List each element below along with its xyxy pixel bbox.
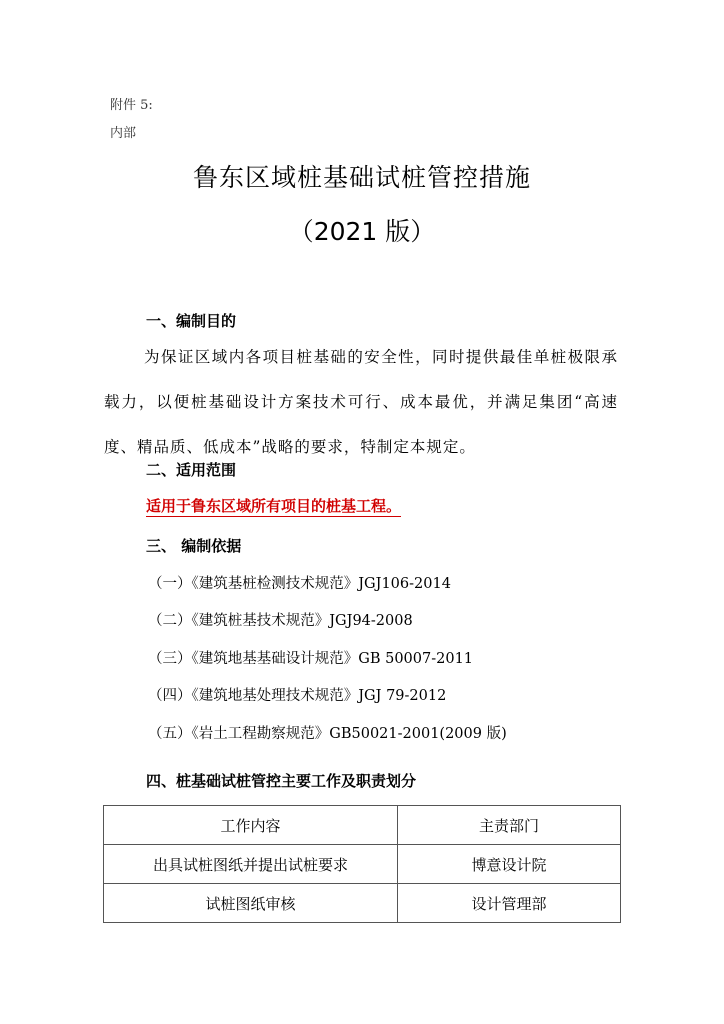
basis-item-5: （五）《岩土工程勘察规范》GB50021-2001(2009 版) bbox=[148, 726, 507, 742]
section-4-heading: 四、桩基础试桩管控主要工作及职责划分 bbox=[146, 772, 417, 790]
section-1-heading: 一、编制目的 bbox=[146, 312, 237, 330]
table-cell: 试桩图纸审核 bbox=[104, 884, 398, 923]
attachment-label: 附件 5: bbox=[110, 98, 153, 113]
document-title: 鲁东区域桩基础试桩管控措施 bbox=[192, 163, 531, 192]
responsibility-table bbox=[103, 805, 621, 923]
scope-text: 适用于鲁东区域所有项目的桩基工程。 bbox=[146, 497, 402, 515]
classification-label: 内部 bbox=[110, 126, 137, 141]
table-header-cell: 主责部门 bbox=[398, 806, 621, 845]
document-subtitle: （2021 版） bbox=[288, 217, 436, 246]
scope-statement bbox=[146, 495, 401, 516]
section-3-heading: 三、 编制依据 bbox=[146, 537, 242, 555]
section-1-paragraph: 为保证区域内各项目桩基础的安全性，同时提供最佳单桩极限承载力，以便桩基础设计方案技术可行、成本最优，并满足集团“高速度、精品质、低成本”战略的要求，特制定本规定。 bbox=[104, 348, 618, 456]
basis-item-2: （二）《建筑桩基技术规范》JGJ94-2008 bbox=[148, 613, 413, 629]
table-cell: 出具试桩图纸并提出试桩要求 bbox=[104, 845, 398, 884]
basis-item-1: （一）《建筑基桩检测技术规范》JGJ106-2014 bbox=[148, 576, 451, 592]
table-row bbox=[104, 845, 621, 884]
table-cell: 博意设计院 bbox=[398, 845, 621, 884]
table-cell: 设计管理部 bbox=[398, 884, 621, 923]
table-row bbox=[104, 884, 621, 923]
section-2-heading: 二、适用范围 bbox=[146, 461, 237, 479]
table-header-cell: 工作内容 bbox=[104, 806, 398, 845]
basis-item-3: （三）《建筑地基基础设计规范》GB 50007-2011 bbox=[148, 651, 474, 667]
basis-item-4: （四）《建筑地基处理技术规范》JGJ 79-2012 bbox=[148, 688, 447, 704]
table-header-row bbox=[104, 806, 621, 845]
